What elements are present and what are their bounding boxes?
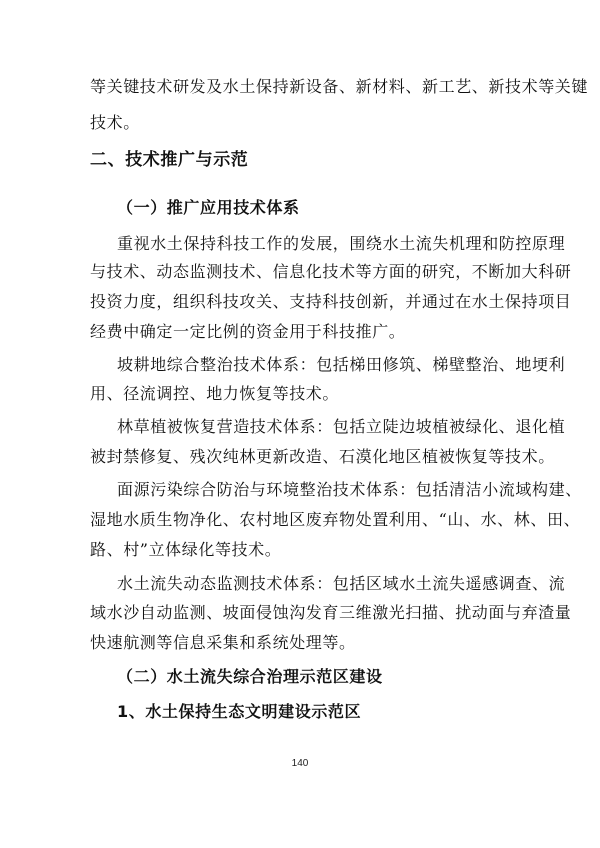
pollution-line-1: 面源污染综合防治与环境整治技术体系：包括清洁小流域构建、 bbox=[117, 480, 582, 499]
slope-line-2: 用、径流调控、地力恢复等技术。 bbox=[90, 384, 340, 403]
page-number: 140 bbox=[291, 758, 309, 769]
subsection-heading-tech-system: （一）推广应用技术体系 bbox=[117, 198, 300, 217]
monitoring-line-3: 快速航测等信息采集和系统处理等。 bbox=[90, 633, 356, 652]
subsection-heading-demo-zone: （二）水土流失综合治理示范区建设 bbox=[117, 667, 383, 686]
section-heading-tech-promotion: 二、技术推广与示范 bbox=[90, 150, 249, 170]
emphasis-line-1: 重视水土保持科技工作的发展，围绕水土流失机理和防控原理 bbox=[117, 234, 566, 253]
intro-line-1: 等关键技术研发及水土保持新设备、新材料、新工艺、新技术等关键 bbox=[90, 77, 589, 96]
forest-line-2: 被封禁修复、残次纯林更新改造、石漠化地区植被恢复等技术。 bbox=[90, 447, 555, 466]
monitoring-line-1: 水土流失动态监测技术体系：包括区域水土流失遥感调查、流 bbox=[117, 574, 566, 593]
pollution-line-3: 路、村”立体绿化等技术。 bbox=[90, 540, 282, 559]
emphasis-line-4: 经费中确定一定比例的资金用于科技推广。 bbox=[90, 322, 406, 341]
monitoring-line-2: 域水沙自动监测、坡面侵蚀沟发育三维激光扫描、扰动面与弃渣量 bbox=[90, 603, 572, 622]
forest-line-1: 林草植被恢复营造技术体系：包括立陡边坡植被绿化、退化植 bbox=[117, 417, 566, 436]
pollution-line-2: 湿地水质生物净化、农村地区废弃物处置利用、“山、水、林、田、 bbox=[90, 510, 581, 529]
intro-line-2: 技术。 bbox=[90, 113, 140, 132]
item-heading-eco-civilization: 1、水土保持生态文明建设示范区 bbox=[117, 702, 362, 721]
emphasis-line-3: 投资力度，组织科技攻关、支持科技创新，并通过在水土保持项目 bbox=[90, 292, 572, 311]
emphasis-line-2: 与技术、动态监测技术、信息化技术等方面的研究，不断加大科研 bbox=[90, 262, 572, 281]
slope-line-1: 坡耕地综合整治技术体系：包括梯田修筑、梯壁整治、地埂利 bbox=[117, 355, 566, 374]
